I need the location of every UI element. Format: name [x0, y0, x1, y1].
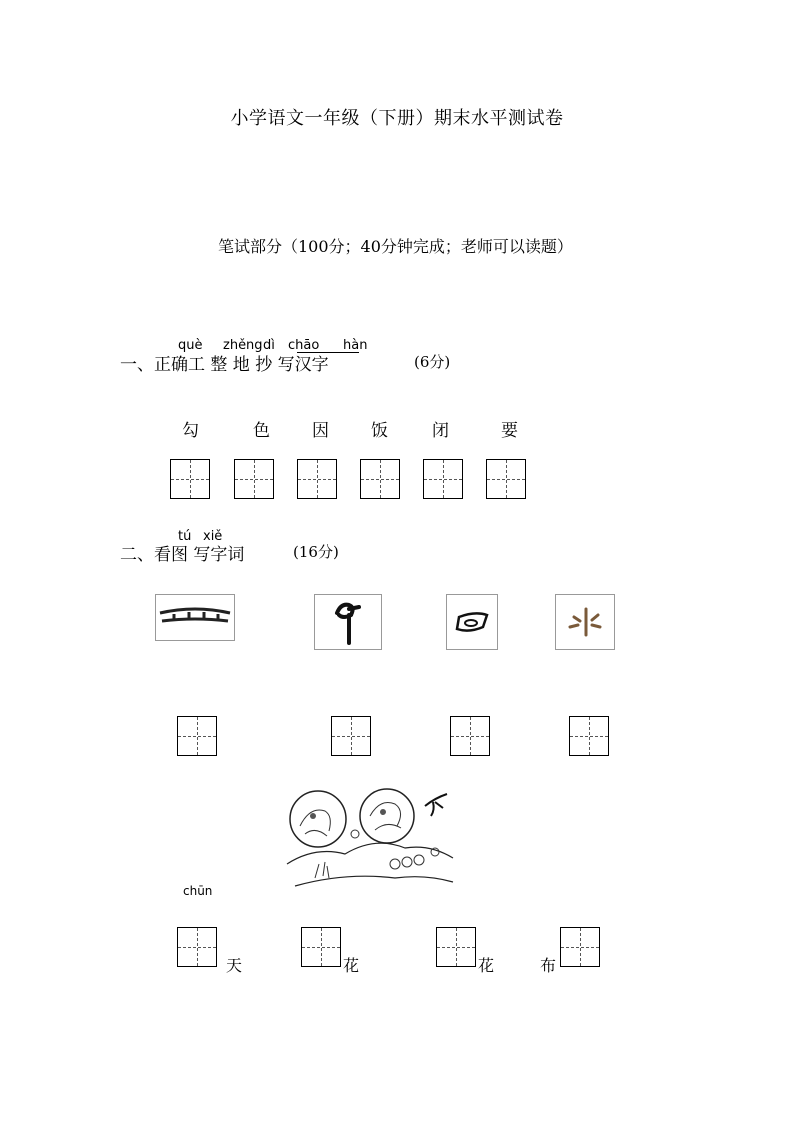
pinyin-han: hàn	[343, 338, 368, 353]
writing-grid-box[interactable]	[360, 459, 400, 499]
section1-heading: 一、正确工 整 地 抄 写汉字	[120, 355, 329, 375]
section1-score: (6分)	[414, 353, 451, 371]
writing-grid-box[interactable]	[301, 927, 341, 967]
pictograph-eye	[446, 594, 498, 650]
pictograph-person	[314, 594, 382, 650]
writing-grid-box[interactable]	[170, 459, 210, 499]
spring-scene-illustration	[285, 786, 455, 894]
writing-grid-box[interactable]	[436, 927, 476, 967]
pinyin-chao: chāo	[288, 338, 320, 353]
page-subtitle: 笔试部分（100分；40分钟完成；老师可以读题）	[218, 237, 573, 256]
word-prefix-bu: 布	[540, 956, 557, 975]
writing-grid-box[interactable]	[569, 716, 609, 756]
pinyin-di: dì	[263, 338, 275, 353]
pinyin-chun: chūn	[183, 884, 213, 898]
pictograph-bridge	[155, 594, 235, 641]
writing-grid-box[interactable]	[331, 716, 371, 756]
writing-grid-box[interactable]	[177, 716, 217, 756]
writing-grid-box[interactable]	[560, 927, 600, 967]
char-gou: 勾	[182, 421, 199, 441]
pinyin-xie: xiě	[203, 529, 223, 544]
word-suffix-hua-2: 花	[478, 956, 495, 975]
page-title: 小学语文一年级（下册）期末水平测试卷	[230, 108, 564, 129]
pictograph-water	[555, 594, 615, 650]
word-suffix-tian: 天	[226, 956, 243, 975]
char-se: 色	[253, 421, 270, 441]
writing-grid-box[interactable]	[450, 716, 490, 756]
writing-grid-box[interactable]	[177, 927, 217, 967]
word-suffix-hua-1: 花	[343, 956, 360, 975]
char-yin: 因	[312, 421, 329, 441]
char-bi: 闭	[432, 421, 449, 441]
section2-heading: 二、看图 写字词	[120, 545, 245, 565]
pinyin-que: què	[178, 338, 203, 353]
section2-score: (16分)	[293, 543, 339, 561]
writing-grid-box[interactable]	[297, 459, 337, 499]
pinyin-tu: tú	[178, 529, 192, 544]
char-yao: 要	[501, 421, 518, 441]
writing-grid-box[interactable]	[423, 459, 463, 499]
writing-grid-box[interactable]	[486, 459, 526, 499]
pinyin-zheng: zhěng	[223, 338, 263, 353]
char-fan: 饭	[371, 421, 388, 441]
writing-grid-box[interactable]	[234, 459, 274, 499]
